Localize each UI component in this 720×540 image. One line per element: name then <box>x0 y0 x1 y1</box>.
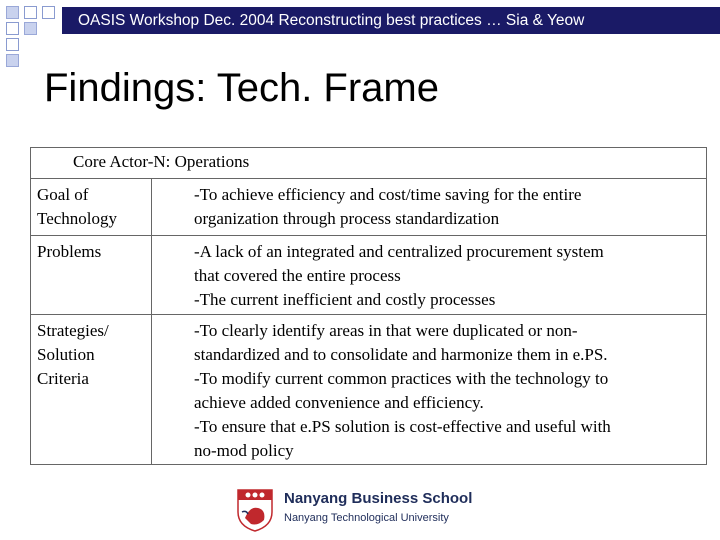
row-label: Problems <box>37 242 102 261</box>
table-row-goal <box>31 178 706 235</box>
row-label: Goal of Technology <box>37 185 118 228</box>
slide-title: Findings: Tech. Frame <box>44 66 439 110</box>
row-text: -A lack of an integrated and centralized procurement system that covered the entire process -The current inefficient and costly processes <box>194 242 604 309</box>
row-text: -To clearly identify areas in that were duplicated or non- standardized and to consolidate and harmonize them in e.PS. -To modify current common practices with the technology to achieve added convenience and efficiency. -To ensure that e.PS solution is cost-effective and useful with no-mod policy <box>194 321 611 460</box>
header-workshop: OASIS Workshop Dec. 2004 <box>78 12 275 29</box>
header-banner <box>62 7 720 34</box>
header-ellipsis: … <box>486 12 502 29</box>
table-row-strategies <box>31 314 706 464</box>
findings-table <box>30 147 707 465</box>
row-label: Strategies/ Solution Criteria <box>37 321 109 388</box>
logo-name: Nanyang Business School <box>284 490 473 507</box>
crest-icon <box>236 488 274 532</box>
ntu-logo <box>236 488 476 532</box>
row-text: -To achieve efficiency and cost/time saving for the entire organization through process standardization <box>194 185 582 228</box>
header-authors: Sia & Yeow <box>505 12 585 29</box>
table-caption: Core Actor-N: Operations <box>73 152 250 171</box>
header-paper: Reconstructing best practices <box>278 12 482 29</box>
logo-subtitle: Nanyang Technological University <box>284 512 449 524</box>
table-row-problems <box>31 235 706 314</box>
